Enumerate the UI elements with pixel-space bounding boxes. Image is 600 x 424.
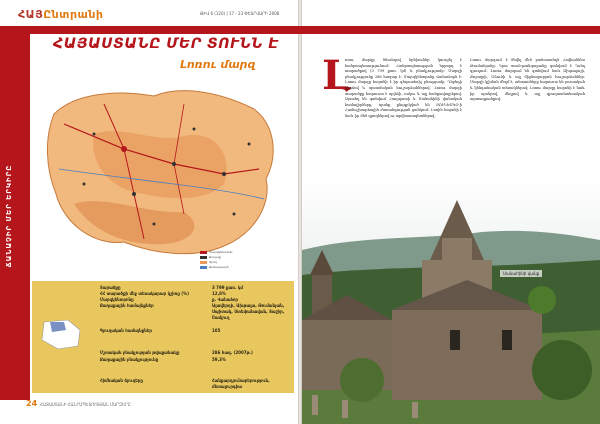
stat-label: Քաղաքային համայնքներ — [100, 303, 154, 308]
stat-label: Քաղաքային բնակչությունը — [100, 357, 159, 362]
stat-label: Մշտական բնակչության թվաքանակը — [100, 350, 180, 355]
legend-item: Մարզկենտրոն — [200, 250, 232, 255]
locator-map — [38, 316, 86, 352]
section-label: ՃԱՆԱՉԻՐ ՄԵՐ ԵՐԿԻՐԸ — [5, 164, 13, 268]
stat-label: ՀՀ տարածքի մեջ տեսակարար կշիռը (%) — [100, 291, 189, 296]
legend-item: Ճանապարհ — [200, 265, 232, 270]
logo-accent: Ընտրանի — [43, 8, 104, 21]
stat-value: Ալավերդի, Ախթալա, Թումանյան, Սպիտակ, Ստեփանավան, Տաշիր, Շամլուղ — [212, 303, 285, 320]
logo-main: ՀԱՅ — [18, 8, 44, 21]
monastery-photo — [302, 180, 600, 424]
magazine-logo — [18, 8, 103, 21]
stat-value: 59,3% — [212, 357, 226, 362]
article-title: ՀԱՅԱՍՏԱՆԸ ՄԵՐ ՏՈՒՆՆ Է — [53, 36, 279, 52]
stat-label: Հիմնական ճյուղերը — [100, 378, 143, 383]
region-map — [34, 74, 294, 270]
article-column-1: ոռու մարզը ծնունդով երեխաներ կուսցել է հանրապետությունում: Հանրապետության երրորդ է տարածքով (3 799 քառ. կմ) և բնակչությամբ: Մարզի բնակչությունը 286 հազար է: Մարզկենտրոնը Վանաձորն է: Լոռու մարզը հայտնի է իր գեղատեսիլ բնությամբ, Դեբեդի կիրճով և պատմական հուշարձաններով: Լոռու մարզի տարածքը հարուստ է պղնձի, ոսկու և այլ հանքավայրերով: Այստեղ են գտնվում Հաղպատի և Սանահինի վանական համալիրները, որոնք ընդգրկված են ՅՈՒՆԵՍԿՕ-ի Համաշխարհային ժառանգության ցանկում: Լոռին հայտնի է նաև իր մեծ գրողներով ու արվեստագետներով: — [345, 58, 462, 118]
footer-text: ՀԱՅԱՍՏԱՆԻ ՀԱՆՐԱՊԵՏՈՒԹՅԱՆ ՄԱՐԶԵՐԸ — [40, 402, 131, 407]
stat-label: Գյուղական համայնքներ — [100, 328, 152, 333]
header-band — [0, 26, 600, 34]
map-legend — [200, 250, 232, 270]
stat-label: Մարզկենտրոնը — [100, 297, 134, 302]
issue-info: ԹԻՎ 6 (120) | 17 - 23 ՓԵՏՐՎԱՐԻ 2008 — [200, 11, 280, 16]
page-number: 24 — [26, 399, 38, 408]
photo-caption: Սանահինի վանք — [500, 270, 542, 277]
article-subtitle: Լոռու մարզ — [180, 58, 256, 71]
stat-value: ք. Վանաձոր — [212, 297, 238, 302]
stat-label: Տարածքը — [100, 285, 121, 290]
legend-item: Գյուղ — [200, 260, 232, 265]
stat-value: 12,8% — [212, 291, 226, 296]
article-column-2: Լոռու մարզում է ծնվել մեծ բանաստեղծ Հովհաննես Թումանյանը: Նրա տուն-թանգարանը գտնվում է Դսեղ գյուղում: Լոռու մարզում են գտնվում նաև Ախթալայի, Քոբայրի, Օձունի և այլ միջնադարյան հուշարձաններ: Մարզի կլիման մեղմ է, անտառները հարուստ են բուսական և կենդանական տեսակներով: Լոռու մարզը հայտնի է նաև իր պանրով, մեղրով և այլ գյուղատնտեսական արտադրանքով: — [470, 58, 585, 102]
stat-value: 3 799 քառ. կմ — [212, 285, 243, 290]
stat-value: Հանքարդյունաբերություն, մետալուրգիա — [212, 378, 270, 389]
drop-cap: Լ — [322, 52, 351, 99]
stat-value: 105 — [212, 328, 221, 333]
stat-value: 286 հազ. (2007թ.) — [212, 350, 253, 355]
article-column-1b — [325, 140, 462, 182]
legend-item: Քաղաք — [200, 255, 232, 260]
